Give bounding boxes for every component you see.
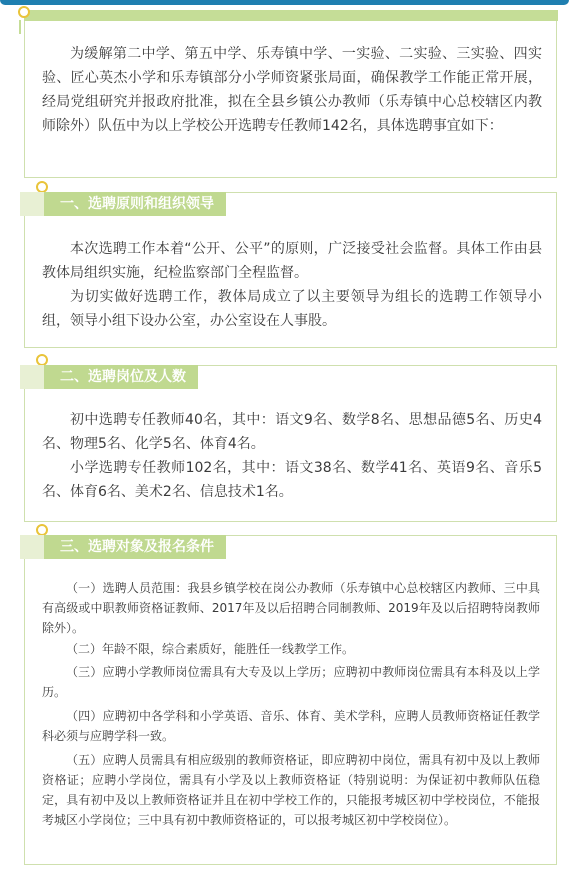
section-3-title: 三、选聘对象及报名条件 <box>44 535 226 559</box>
ring-ornament <box>18 6 30 18</box>
section-3-item-2: （二）年龄不限，综合素质好，能胜任一线教学工作。 <box>66 642 355 656</box>
connector-line <box>19 20 21 34</box>
section-3-item-3: （三）应聘小学教师岗位需具有大专及以上学历；应聘初中教师岗位需具有本科及以上学历。 <box>42 665 540 699</box>
section-2-title: 二、选聘岗位及人数 <box>44 365 198 389</box>
section-2-paragraph-2: 小学选聘专任教师102名，其中：语文38名、数学41名、英语9名、音乐5名、体育6名、美术2名、信息技术1名。 <box>42 460 542 500</box>
top-banner-edge <box>0 0 569 5</box>
section-1-paragraph-2: 为切实做好选聘工作，教体局成立了以主要领导为组长的选聘工作领导小组，领导小组下设办公室，办公室设在人事股。 <box>42 289 542 329</box>
section-tab-accent <box>20 365 44 389</box>
intro-header-bar <box>24 10 558 21</box>
section-1-paragraph-1: 本次选聘工作本着“公开、公平”的原则，广泛接受社会监督。具体工作由县教体局组织实施，纪检监察部门全程监督。 <box>42 241 542 281</box>
section-3-item-1: （一）选聘人员范围：我县乡镇学校在岗公办教师（乐寿镇中心总校辖区内教师、三中具有高级或中职教师资格证教师、2017年及以后招聘合同制教师、2019年及以后招聘特岗教师除外）。 <box>42 581 540 635</box>
section-tab-accent <box>20 192 44 216</box>
section-tab-accent <box>20 535 44 559</box>
section-3-item-5: （五）应聘人员需具有相应级别的教师资格证，即应聘初中岗位，需具有初中及以上教师资格证；应聘小学岗位，需具有小学及以上教师资格证（特别说明：为保证初中教师队伍稳定，具有初中及以上教师资格证并且在初中学校工作的，只能报考城区初中学校岗位，不能报考城区小学岗位；三中具有初中教师资格证的，可以报考城区初中学校岗位）。 <box>42 753 540 827</box>
section-1-title: 一、选聘原则和组织领导 <box>44 192 226 216</box>
section-2-paragraph-1: 初中选聘专任教师40名，其中：语文9名、数学8名、思想品德5名、历史4名、物理5名、化学5名、体育4名。 <box>42 412 542 452</box>
section-3-item-4: （四）应聘初中各学科和小学英语、音乐、体育、美术学科，应聘人员教师资格证任教学科必须与应聘学科一致。 <box>42 709 540 743</box>
intro-paragraph: 为缓解第二中学、第五中学、乐寿镇中学、一实验、二实验、三实验、四实验、匠心英杰小学和乐寿镇部分小学师资紧张局面，确保教学工作能正常开展，经局党组研究并报政府批准，拟在全县乡镇公办教师（乐寿镇中心总校辖区内教师除外）队伍中为以上学校公开选聘专任教师142名，具体选聘事宜如下： <box>42 46 542 134</box>
